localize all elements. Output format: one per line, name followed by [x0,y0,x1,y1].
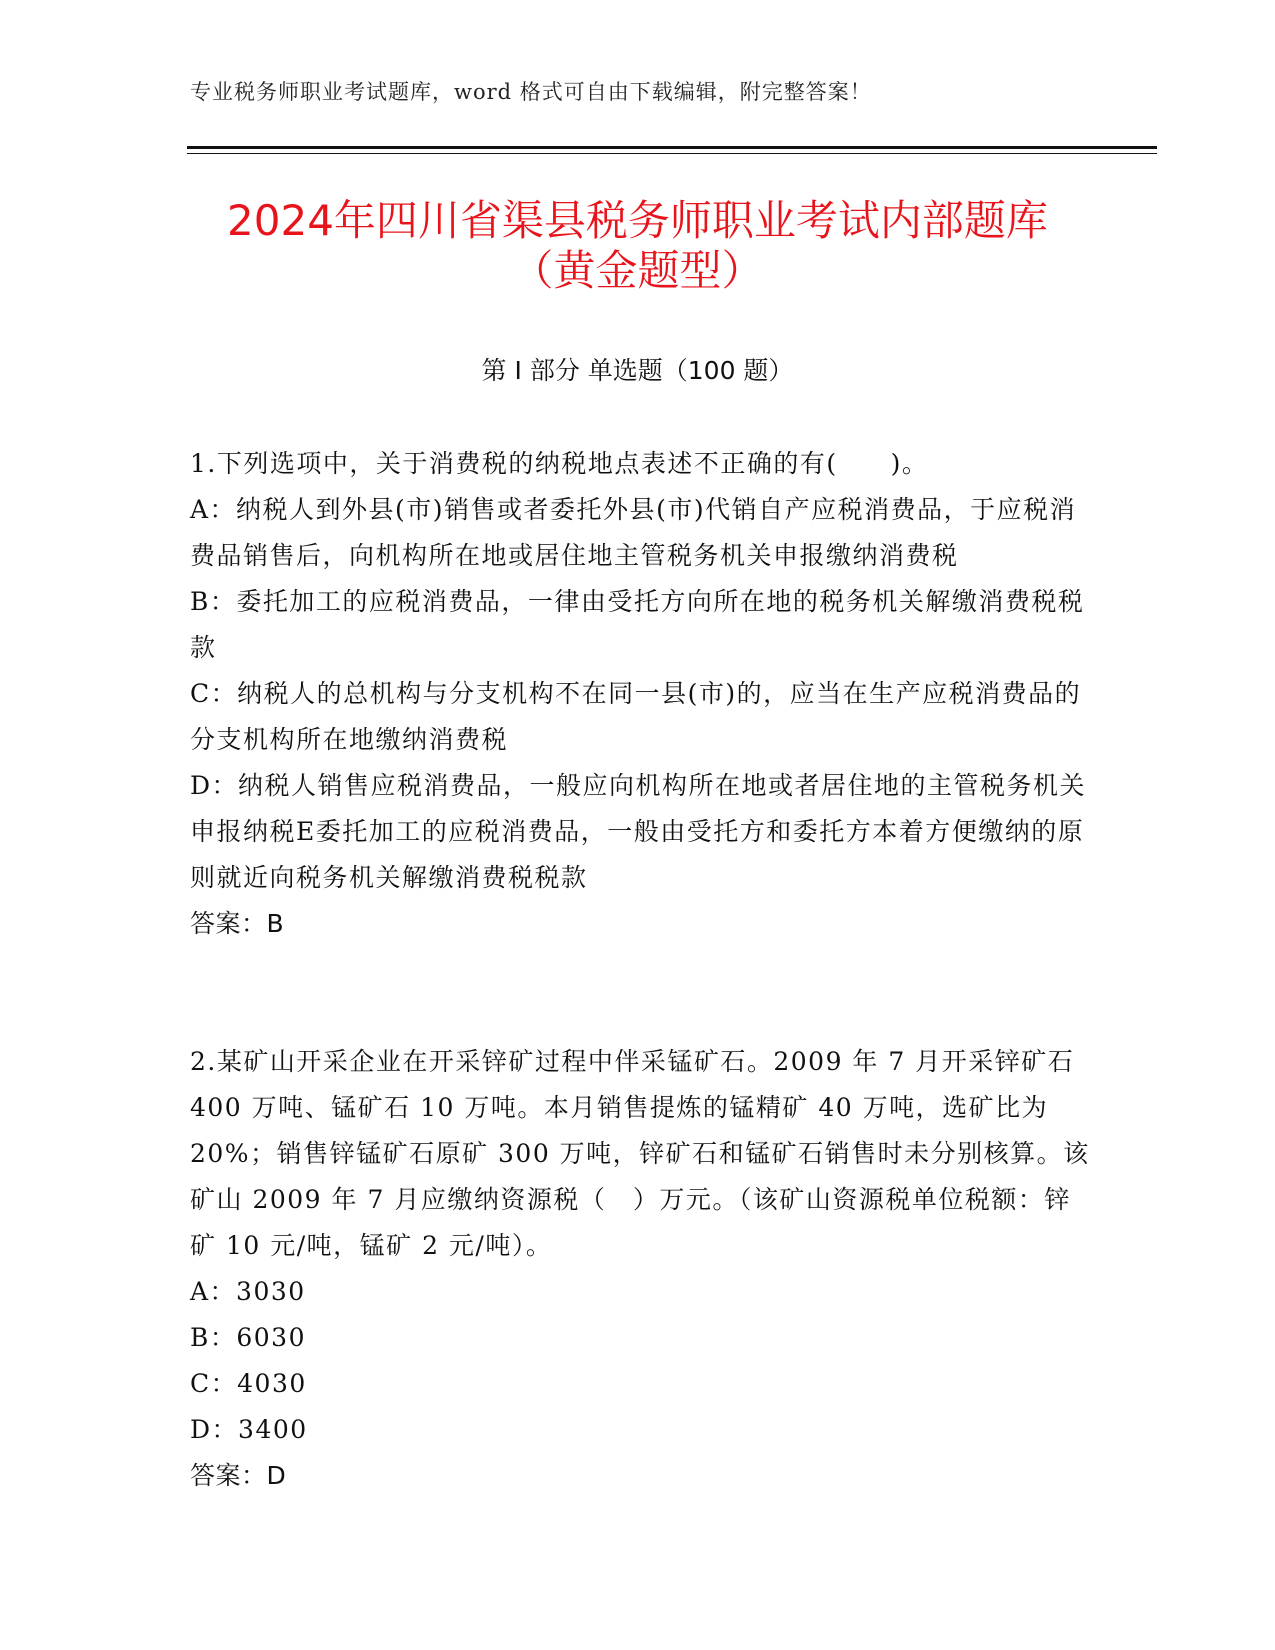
question-1 [190,441,1090,947]
header-rule-thin [187,153,1157,154]
document-title [0,196,1275,296]
option-d: D：3400 [190,1415,308,1444]
question-2 [190,1039,1090,1499]
title-line-2: （黄金题型） [511,246,764,295]
option-a: A：3030 [190,1277,306,1306]
answer: 答案：B [190,909,285,938]
option-b: B：委托加工的应税消费品，一律由受托方向所在地的税务机关解缴消费税税款 [190,587,1085,662]
option-c: C：纳税人的总机构与分支机构不在同一县(市)的，应当在生产应税消费品的分支机构所在地缴纳消费税 [190,679,1082,754]
option-d: D：纳税人销售应税消费品，一般应向机构所在地或者居住地的主管税务机关申报纳税E委托加工的应税消费品，一般由受托方和委托方本着方便缴纳的原则就近向税务机关解缴消费税税款 [190,771,1087,892]
question-stem: 1.下列选项中，关于消费税的纳税地点表述不正确的有( )。 [190,449,929,478]
header-rule-thick [187,146,1157,149]
option-c: C：4030 [190,1369,307,1398]
title-line-1: 2024年四川省渠县税务师职业考试内部题库 [227,196,1048,245]
question-stem: 2.某矿山开采企业在开采锌矿过程中伴采锰矿石。2009 年 7 月开采锌矿石 400 万吨、锰矿石 10 万吨。本月销售提炼的锰精矿 40 万吨，选矿比为 20%；销售锌锰矿石原矿 300 万吨，锌矿石和锰矿石销售时未分别核算。该矿山 2009 年 7 月应缴纳资源税（ ）万元。（该矿山资源税单位税额：锌矿 10 元/吨，锰矿 2 元/吨）。 [190,1047,1090,1260]
answer: 答案：D [190,1461,287,1490]
section-heading: 第 I 部分 单选题（100 题） [481,356,794,385]
header-note: 专业税务师职业考试题库，word 格式可自由下载编辑，附完整答案！ [190,80,872,104]
option-a: A：纳税人到外县(市)销售或者委托外县(市)代销自产应税消费品，于应税消费品销售后，向机构所在地或居住地主管税务机关申报缴纳消费税 [190,495,1077,570]
option-b: B：6030 [190,1323,306,1352]
